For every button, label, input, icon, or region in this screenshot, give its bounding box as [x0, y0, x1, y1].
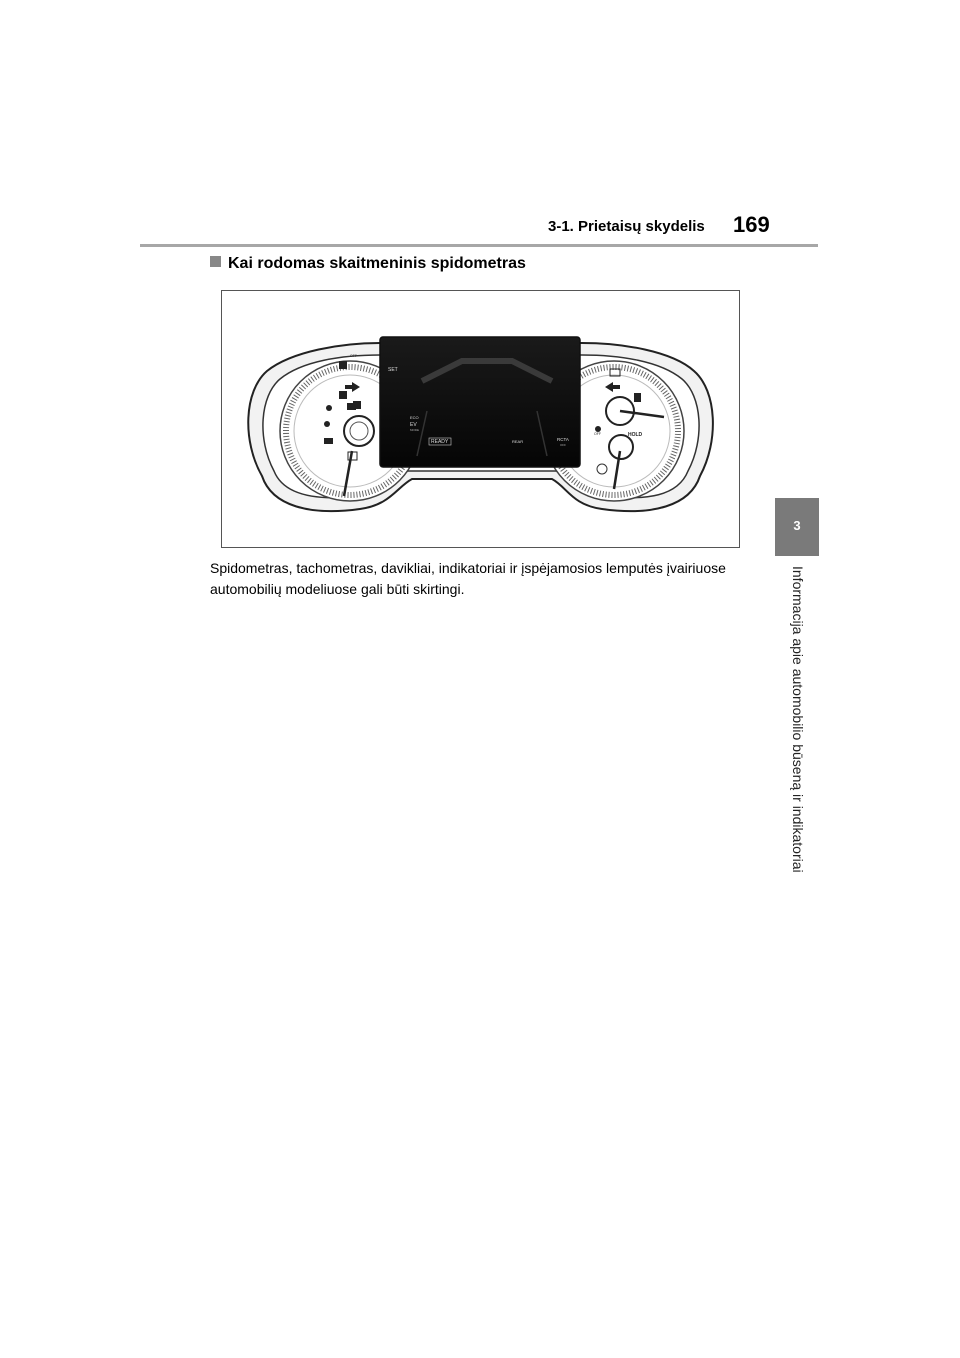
set-label: SET	[388, 367, 398, 373]
mode-label: MODE	[410, 428, 419, 432]
eco-label: ECO	[410, 415, 419, 420]
chapter-vertical-label	[776, 566, 820, 896]
header-section-title: 3-1. Prietaisų skydelis	[548, 218, 705, 235]
rear-label: REAR	[512, 439, 524, 444]
figure-caption: Spidometras, tachometras, davikliai, indikatoriai ir įspėjamosios lemputės įvairiuose automobilių modeliuose gali būti skirtingi.	[210, 560, 726, 597]
rcta-off-label: OFF	[560, 443, 566, 447]
left-off-label: OFF	[350, 354, 357, 358]
page-number: 169	[733, 212, 770, 237]
hold-label: HOLD	[628, 432, 643, 438]
heading-square-icon	[210, 256, 221, 267]
chapter-tab-number: 3	[793, 518, 801, 533]
header-rule	[140, 244, 818, 247]
center-display	[380, 337, 580, 467]
chapter-tab	[775, 498, 819, 556]
section-heading	[210, 255, 526, 273]
instrument-cluster-figure	[221, 290, 740, 548]
ready-label: READY	[431, 439, 449, 445]
ev-label: EV	[410, 422, 417, 428]
fuel-gauge	[344, 416, 374, 446]
vsc-off-label: OFF	[594, 432, 601, 436]
instrument-cluster-illustration	[222, 291, 739, 547]
rcta-label: RCTA	[557, 437, 569, 442]
chapter-vertical-text: Informacija apie automobilio būseną ir indikatoriai	[790, 566, 806, 873]
section-heading-text: Kai rodomas skaitmeninis spidometras	[228, 255, 526, 272]
